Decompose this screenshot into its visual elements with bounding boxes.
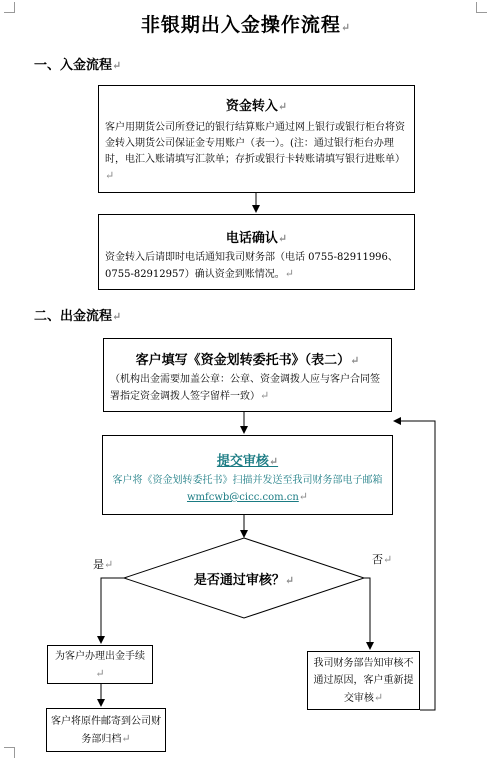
paragraph-mark: ↵ bbox=[105, 169, 115, 182]
paragraph-mark: ↵ bbox=[373, 691, 384, 704]
box-archive bbox=[46, 708, 166, 752]
box-submit-heading-text: 提交审核 bbox=[216, 454, 269, 469]
paragraph-mark: ↵ bbox=[260, 389, 270, 402]
arrow-yes-branch bbox=[101, 578, 124, 643]
box-deposit bbox=[98, 85, 415, 193]
paragraph-mark: ↵ bbox=[112, 59, 122, 72]
decision-yes-label bbox=[93, 556, 113, 572]
paragraph-mark: ↵ bbox=[284, 267, 294, 280]
box-archive-text-value: 客户将原件邮寄到公司财务部归档 bbox=[51, 716, 161, 745]
box-fill-heading bbox=[104, 349, 391, 368]
box-submit-heading bbox=[103, 450, 392, 469]
paragraph-mark: ↵ bbox=[112, 310, 122, 323]
box-phone-heading-text: 电话确认 bbox=[225, 231, 278, 246]
arrow-no-branch bbox=[364, 578, 370, 649]
box-submit-body bbox=[103, 473, 392, 506]
paragraph-mark: ↵ bbox=[277, 100, 288, 113]
box-deposit-heading-text: 资金转入 bbox=[225, 99, 278, 114]
box-phone-heading bbox=[99, 227, 414, 246]
paragraph-mark: ↵ bbox=[340, 21, 352, 34]
email-link[interactable]: wmfcwb@cicc.com.cn bbox=[186, 492, 299, 503]
paragraph-mark: ↵ bbox=[277, 232, 288, 245]
decision-question bbox=[164, 569, 324, 588]
box-reject-text bbox=[308, 652, 419, 710]
box-reject-text-value: 我司财务部告知审核不通过原因，客户重新提交审核 bbox=[313, 658, 414, 704]
box-process-text bbox=[48, 646, 152, 685]
paragraph-mark: ↵ bbox=[121, 732, 131, 745]
box-deposit-body bbox=[99, 120, 414, 185]
box-submit-body-text: 客户将《资金划转委托书》扫描并发送至我司财务部电子邮箱 bbox=[112, 475, 383, 486]
paragraph-mark: ↵ bbox=[95, 667, 105, 680]
box-deposit-heading bbox=[99, 95, 414, 114]
box-reject-notice bbox=[307, 651, 420, 710]
box-fill-form bbox=[103, 338, 392, 412]
box-phone-body-text: 资金转入后请即时电话通知我司财务部（电话 0755-82911996、0755-82912957）确认资金到账情况。 bbox=[105, 252, 398, 280]
decision-yes-text: 是 bbox=[93, 558, 104, 571]
paragraph-mark: ↵ bbox=[383, 553, 393, 566]
decision-no-text: 否 bbox=[372, 553, 383, 566]
box-deposit-body-text: 客户用期货公司所登记的银行结算账户通过网上银行或银行柜台将资金转入期货公司保证金专用账户（表一）。(注：通过银行柜台办理时，电汇入账请填写汇款单；存折或银行卡转账请填写银行进账单） bbox=[105, 122, 405, 165]
box-submit-review bbox=[102, 435, 393, 515]
box-phone-confirm bbox=[98, 214, 415, 290]
box-fill-body bbox=[104, 372, 391, 405]
section-withdraw-heading bbox=[34, 305, 121, 324]
page-title-text: 非银期出入金操作流程 bbox=[140, 14, 341, 36]
section-deposit-heading-text: 一、入金流程 bbox=[34, 58, 113, 73]
box-process-text-value: 为客户办理出金手续 bbox=[55, 651, 145, 662]
decision-question-text: 是否通过审核？ bbox=[193, 573, 285, 588]
paragraph-mark: ↵ bbox=[298, 490, 309, 503]
box-phone-body bbox=[99, 250, 414, 283]
paragraph-mark: ↵ bbox=[104, 558, 114, 571]
paragraph-mark: ↵ bbox=[284, 574, 295, 587]
paragraph-mark: ↵ bbox=[268, 455, 279, 468]
box-fill-heading-text: 客户填写《资金划转委托书》（表二） bbox=[135, 353, 351, 368]
section-withdraw-heading-text: 二、出金流程 bbox=[34, 309, 113, 324]
decision-no-label bbox=[372, 551, 392, 567]
paragraph-mark: ↵ bbox=[350, 354, 360, 367]
box-archive-text bbox=[47, 709, 165, 752]
box-process-withdraw bbox=[47, 645, 153, 684]
box-fill-body-text: （机构出金需要加盖公章：公章、资金调拨人应与客户合同签署指定资金调拨人签字留样一致） bbox=[110, 374, 380, 402]
